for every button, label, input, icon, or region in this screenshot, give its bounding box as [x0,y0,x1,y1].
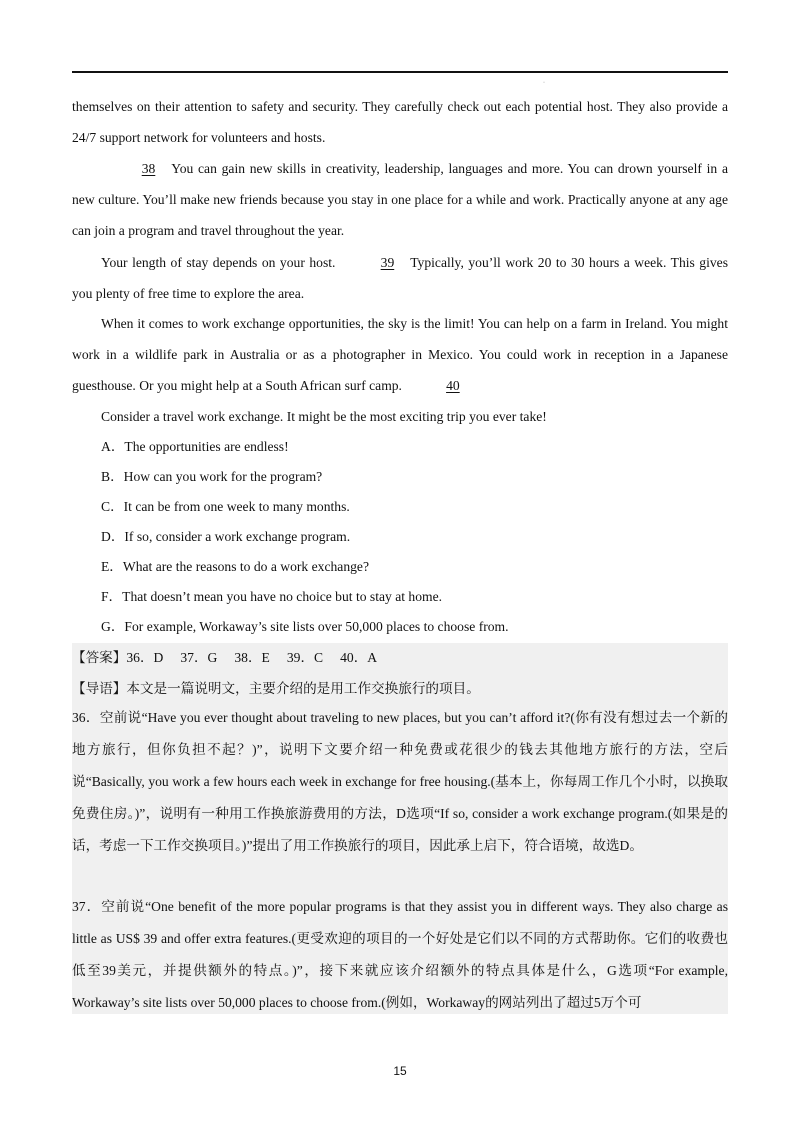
option-c: C．It can be from one week to many months. [101,499,350,514]
blank-38: 38 [141,161,156,176]
paragraph-39-before: Your length of stay depends on your host. [101,255,336,270]
paragraph-40 [72,308,728,401]
explanation-37: 37．空前说“One benefit of the more popular programs is that they assist you in different ways. They also charge as little as US$ 39 and offer extra features.(更受欢迎的项目的一个好处是它们以不同的方式帮助你。它们的收费也低至39美元，并提供额外的特点。)”，接下来就应该介绍额外的特点具体是什么，G选项“For example, Workaway’s site lists over 50,000 places to choose from.(例如，Workaway的网站列出了超过5万个可 [72,899,728,1010]
option-a: A．The opportunities are endless! [101,439,289,454]
paragraph-40-text: When it comes to work exchange opportunities, the sky is the limit! You can help on a farm in Ireland. You might work in a wildlife park in Australia or as a photographer in Mexico. You could work in reception in a Japanese guesthouse. Or you might help at a South African surf camp. [72,316,728,393]
blank-39: 39 [380,255,395,270]
paragraph-conclusion: Consider a travel work exchange. It might be the most exciting trip you ever take! [101,409,547,424]
header-rule [72,71,728,73]
option-e: E．What are the reasons to do a work exchange? [101,559,369,574]
paragraph-38 [72,153,728,246]
paragraph-39 [72,247,728,309]
paragraph-39-after: Typically, you’ll work 20 to 30 hours a week. This gives you plenty of free time to explore the area. [72,255,729,301]
guide-text: 【导语】本文是一篇说明文，主要介绍的是用工作交换旅行的项目。 [72,681,480,696]
paragraph-38-text: You can gain new skills in creativity, leadership, languages and more. You can drown yourself in a new culture. You’ll make new friends because you stay in one place for a while and work. Practically anyone at any age can join a program and travel throughout the year. [72,161,728,238]
header-dot: · [543,80,545,86]
option-d: D．If so, consider a work exchange program. [101,529,351,544]
option-b: B．How can you work for the program? [101,469,323,484]
option-f: F．That doesn’t mean you have no choice but to stay at home. [101,589,443,604]
paragraph-continued: themselves on their attention to safety and security. They carefully check out each potential host. They also provide a 24/7 support network for volunteers and hosts. [72,99,728,145]
option-g: G．For example, Workaway’s site lists over 50,000 places to choose from. [101,619,509,634]
explanation-36: 36．空前说“Have you ever thought about traveling to new places, but you can’t afford it?(你有没有想过去一个新的地方旅行，但你负担不起？)”，说明下文要介绍一种免费或花很少的钱去其他地方旅行的方法，空后说“Basically, you work a few hours each week in exchange for free housing.(基本上，你每周工作几个小时，以换取免费住房。)”，说明有一种用工作换旅游费用的方法，D选项“If so, consider a work exchange program.(如果是的话，考虑一下工作交换项目。)”提出了用工作换旅行的项目，因此承上启下，符合语境，故选D。 [72,710,728,853]
page-number: 15 [393,1064,407,1078]
blank-40: 40 [446,378,460,393]
answer-key: 【答案】36．D 37．G 38．E 39．C 40．A [72,650,378,665]
